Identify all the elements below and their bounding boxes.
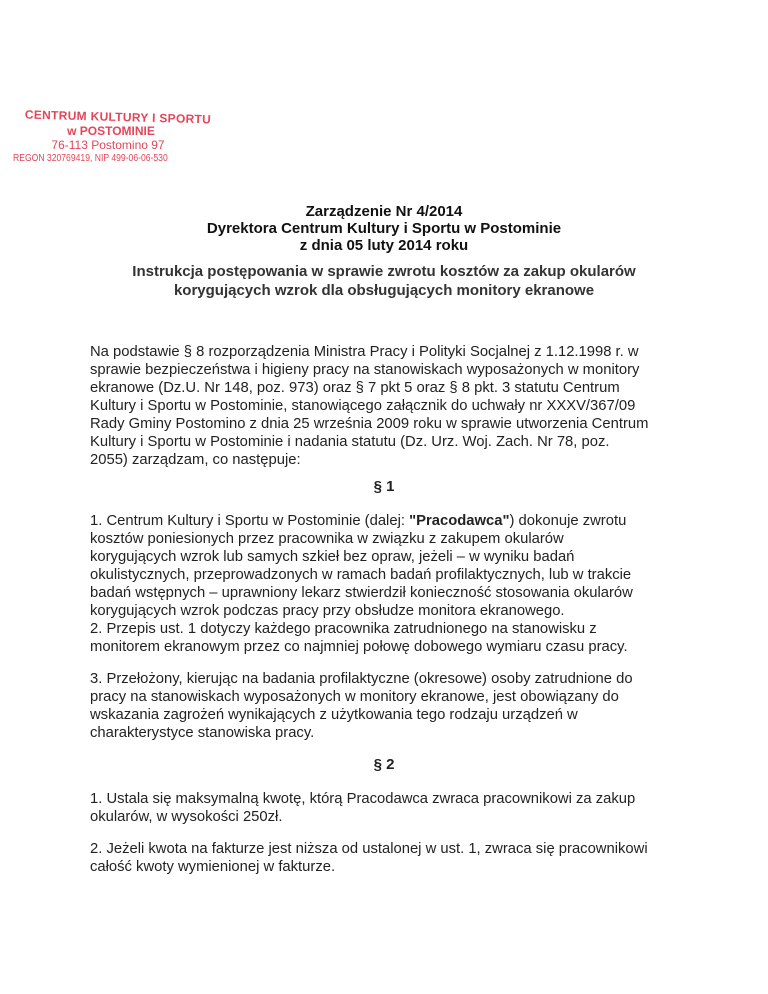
intro-line: Kultury i Sportu w Postominie, stanowiącego załącznik do uchwały nr XXXV/367/09 [90, 398, 636, 414]
stamp-line-address: 76-113 Postomino 97 [51, 138, 165, 152]
section-1-paragraph-2 [90, 620, 690, 656]
section-1-paragraph-3 [90, 670, 690, 742]
title-line-1: Zarządzenie Nr 4/2014 [305, 203, 463, 220]
section-2-paragraph-1 [90, 790, 690, 826]
document-title [0, 203, 768, 254]
institution-stamp [13, 107, 213, 166]
section-2-paragraph-2 [90, 840, 690, 876]
paragraph-line: pracy na stanowiskach wyposażonych w monitory ekranowe, jest obowiązany do [90, 689, 619, 705]
intro-line: Na podstawie § 8 rozporządzenia Ministra Pracy i Polityki Socjalnej z 1.12.1998 r. w [90, 344, 639, 360]
section-1-paragraph-1 [90, 512, 690, 620]
title-line-3: z dnia 05 luty 2014 roku [299, 237, 469, 254]
paragraph-line: okulistycznych, przeprowadzonych w ramach badań profilaktycznych, lub w trakcie [90, 567, 632, 583]
p1-suffix: ) dokonuje zwrotu [509, 513, 627, 529]
paragraph-line: korygujących wzrok podczas pracy przy obsłudze monitora ekranowego. [90, 603, 565, 619]
stamp-line-place: w POSTOMINIE [67, 124, 155, 138]
section-1-heading: § 1 [373, 478, 395, 495]
stamp-line-name: CENTRUM KULTURY I SPORTU [24, 107, 212, 127]
intro-line: ekranowe (Dz.U. Nr 148, poz. 973) oraz § 7 pkt 5 oraz § 8 pkt. 3 statutu Centrum [90, 380, 620, 396]
title-line-2: Dyrektora Centrum Kultury i Sportu w Postominie [206, 220, 562, 237]
intro-line: 2055) zarządzam, co następuje: [90, 452, 301, 468]
section-2-heading: § 2 [373, 756, 395, 773]
paragraph-line: charakterystyce stanowiska pracy. [90, 725, 315, 741]
paragraph-line: okularów, w wysokości 250zł. [90, 809, 283, 825]
paragraph-line: wskazania zagrożeń wynikających z użytkowania tego rodzaju urządzeń w [90, 707, 578, 723]
stamp-line-regon: REGON 320769419, NIP 499-06-06-530 [13, 153, 168, 164]
intro-line: sprawie bezpieczeństwa i higieny pracy na stanowiskach wyposażonych w monitory [90, 362, 640, 378]
paragraph-line: 2. Jeżeli kwota na fakturze jest niższa od ustalonej w ust. 1, zwraca się pracownikowi [90, 841, 648, 857]
intro-line: Kultury i Sportu w Postominie i nadania statutu (Dz. Urz. Woj. Zach. Nr 78, poz. [90, 434, 610, 450]
paragraph-line: 3. Przełożony, kierując na badania profilaktyczne (okresowe) osoby zatrudnione do [90, 671, 633, 687]
paragraph-line: korygujących wzrok lub samych szkieł bez opraw, jeżeli – w wyniku badań [90, 549, 575, 565]
intro-paragraph [90, 343, 690, 469]
intro-line: Rady Gminy Postomino z dnia 25 września 2009 roku w sprawie utworzenia Centrum [90, 416, 649, 432]
subtitle-line-1: Instrukcja postępowania w sprawie zwrotu kosztów za zakup okularów [132, 263, 636, 280]
paragraph-line: badań wstępnych – uprawniony lekarz stwierdził konieczność stosowania okularów [90, 585, 633, 601]
paragraph-line: 2. Przepis ust. 1 dotyczy każdego pracownika zatrudnionego na stanowisku z [90, 621, 597, 637]
paragraph-line: monitorem ekranowym przez co najmniej połowę dobowego wymiaru czasu pracy. [90, 639, 628, 655]
document-subtitle [60, 262, 708, 300]
paragraph-line: całość kwoty wymienionej w fakturze. [90, 859, 336, 875]
subtitle-line-2: korygujących wzrok dla obsługujących monitory ekranowe [173, 282, 595, 299]
paragraph-line [90, 512, 690, 530]
p1-prefix: 1. Centrum Kultury i Sportu w Postominie (dalej: [90, 513, 410, 529]
paragraph-line: 1. Ustala się maksymalną kwotę, którą Pracodawca zwraca pracownikowi za zakup [90, 791, 636, 807]
employer-term: "Pracodawca" [409, 513, 510, 529]
paragraph-line: kosztów poniesionych przez pracownika w związku z zakupem okularów [90, 531, 564, 547]
